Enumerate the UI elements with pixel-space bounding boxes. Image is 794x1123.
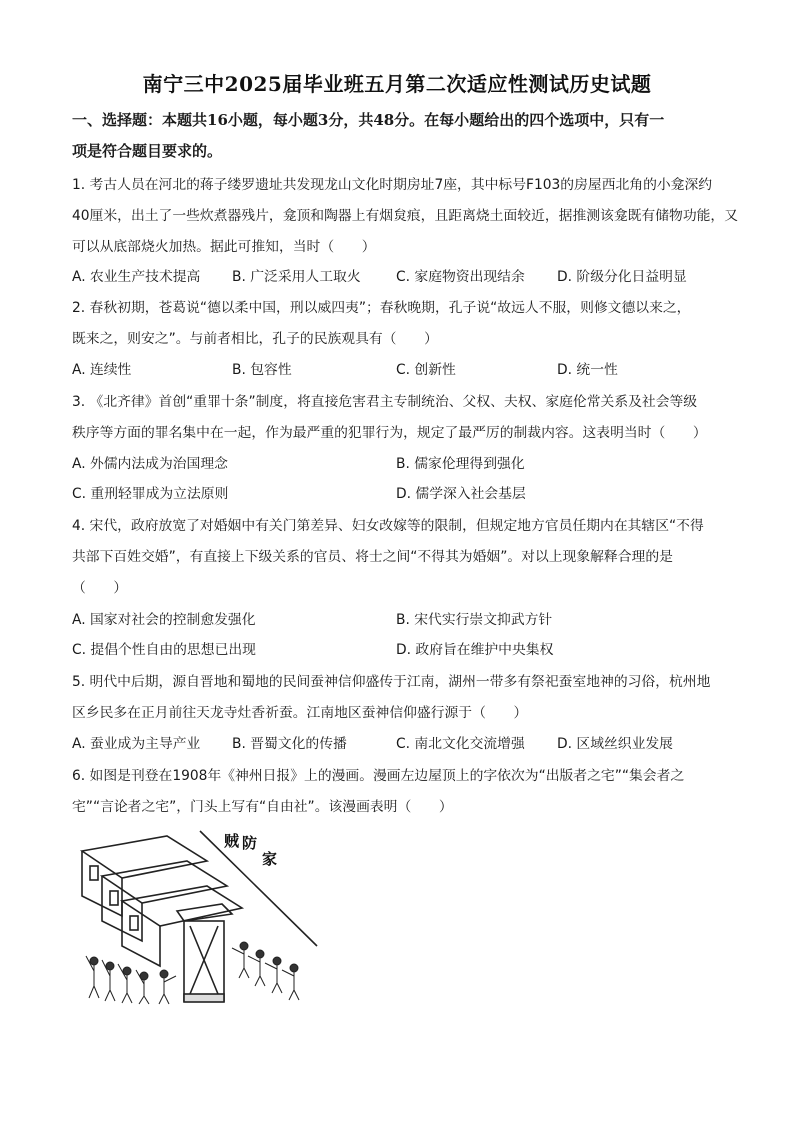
q6-line-1: 6. 如图是刊登在1908年《神州日报》上的漫画。漫画左边屋顶上的字依次为“出版者之宅”“集会者之 [72, 768, 685, 784]
window-3 [130, 916, 138, 930]
sign-char-2: 家 [262, 850, 278, 868]
q5-option-d[interactable]: D. 区域丝织业发展 [557, 736, 673, 752]
roof-2 [102, 861, 227, 903]
q1-option-b[interactable]: B. 广泛采用人工取火 [232, 269, 361, 285]
q2-option-b[interactable]: B. 包容性 [232, 362, 292, 378]
q3-option-a[interactable]: A. 外儒内法成为治国理念 [72, 456, 228, 472]
figure-head [160, 970, 168, 978]
figure-head [106, 962, 114, 970]
gate-base [184, 994, 224, 1002]
q4-line-1: 4. 宋代，政府放宽了对婚姻中有关门第差异、妇女改嫁等的限制，但规定地方官员任期内在其辖区“不得 [72, 518, 704, 534]
q5-option-a[interactable]: A. 蚕业成为主导产业 [72, 736, 201, 752]
q1-option-c[interactable]: C. 家庭物资出现结余 [396, 269, 525, 285]
window-2 [110, 891, 118, 905]
q5-line-1: 5. 明代中后期，源自晋地和蜀地的民间蚕神信仰盛传于江南，湖州一带多有祭祀蚕室地神的习俗，杭州地 [72, 674, 711, 690]
q5-option-b[interactable]: B. 晋蜀文化的传播 [232, 736, 347, 752]
figure-head [256, 950, 264, 958]
q1-line-3: 可以从底部烧火加热。据此可推知，当时（ ） [72, 239, 376, 255]
q3-option-d[interactable]: D. 儒学深入社会基层 [396, 486, 526, 502]
q2-option-c[interactable]: C. 创新性 [396, 362, 456, 378]
section-header-line-2: 项是符合题目要求的。 [72, 142, 223, 160]
q6-line-2: 宅”“言论者之宅”，门头上写有“自由社”。该漫画表明（ ） [72, 799, 453, 815]
q4-option-b[interactable]: B. 宋代实行崇文抑武方针 [396, 612, 553, 628]
figure-head [240, 942, 248, 950]
roof-1 [82, 836, 207, 878]
q2-line-2: 既来之，则安之”。与前者相比，孔子的民族观具有（ ） [72, 331, 438, 347]
figure-head [90, 957, 98, 965]
sign-char-1: 防 [242, 834, 258, 852]
q1-option-a[interactable]: A. 农业生产技术提高 [72, 269, 201, 285]
window-1 [90, 866, 98, 880]
page-title: 南宁三中2025届毕业班五月第二次适应性测试历史试题 [142, 72, 652, 96]
q1-option-d[interactable]: D. 阶级分化日益明显 [557, 269, 687, 285]
q4-line-2: 共部下百姓交婚”，有直接上下级关系的官员、将士之间“不得其为婚姻”。对以上现象解释合理的是 [72, 549, 673, 565]
q4-option-c[interactable]: C. 提倡个性自由的思想已出现 [72, 642, 256, 658]
q5-option-c[interactable]: C. 南北文化交流增强 [396, 736, 525, 752]
q4-option-d[interactable]: D. 政府旨在维护中央集权 [396, 642, 554, 658]
section-header-line-1: 一、选择题：本题共16小题，每小题3分，共48分。在每小题给出的四个选项中，只有一 [72, 111, 665, 129]
q3-line-2: 秩序等方面的罪名集中在一起，作为最严重的犯罪行为，规定了最严厉的制裁内容。这表明当时（ ） [72, 425, 707, 441]
q2-line-1: 2. 春秋初期，苍葛说“德以柔中国，刑以威四夷”；春秋晚期，孔子说“故远人不服，则修文德以来之， [72, 300, 691, 316]
q5-line-2: 区乡民多在正月前往天龙寺灶香祈蚕。江南地区蚕神信仰盛行源于（ ） [72, 705, 528, 721]
gate-cross-bars [190, 926, 218, 994]
q4-option-a[interactable]: A. 国家对社会的控制愈发强化 [72, 612, 256, 628]
figure-head [123, 967, 131, 975]
q2-option-a[interactable]: A. 连续性 [72, 362, 132, 378]
q1-line-1: 1. 考古人员在河北的蒋子缕罗遗址共发现龙山文化时期房址7座，其中标号F103的房屋西北角的小龛深约 [72, 177, 713, 193]
figure-head [273, 957, 281, 965]
q3-line-1: 3. 《北齐律》首创“重罪十条”制度，将直接危害君主专制统治、父权、夫权、家庭伦常关系及社会等级 [72, 394, 698, 410]
sign-char-3: 贼 [224, 832, 240, 850]
q2-option-d[interactable]: D. 统一性 [557, 362, 618, 378]
figure-head [290, 964, 298, 972]
q3-option-b[interactable]: B. 儒家伦理得到强化 [396, 456, 525, 472]
q1-line-2: 40厘米，出土了一些炊煮器残片，龛顶和陶器上有烟炱痕，且距离烧土面较近，据推测该龛既有储物功能，又 [72, 208, 739, 224]
q3-option-c[interactable]: C. 重刑轻罪成为立法原则 [72, 486, 229, 502]
cartoon-illustration [72, 826, 322, 1006]
q4-line-3: （ ） [72, 580, 128, 596]
